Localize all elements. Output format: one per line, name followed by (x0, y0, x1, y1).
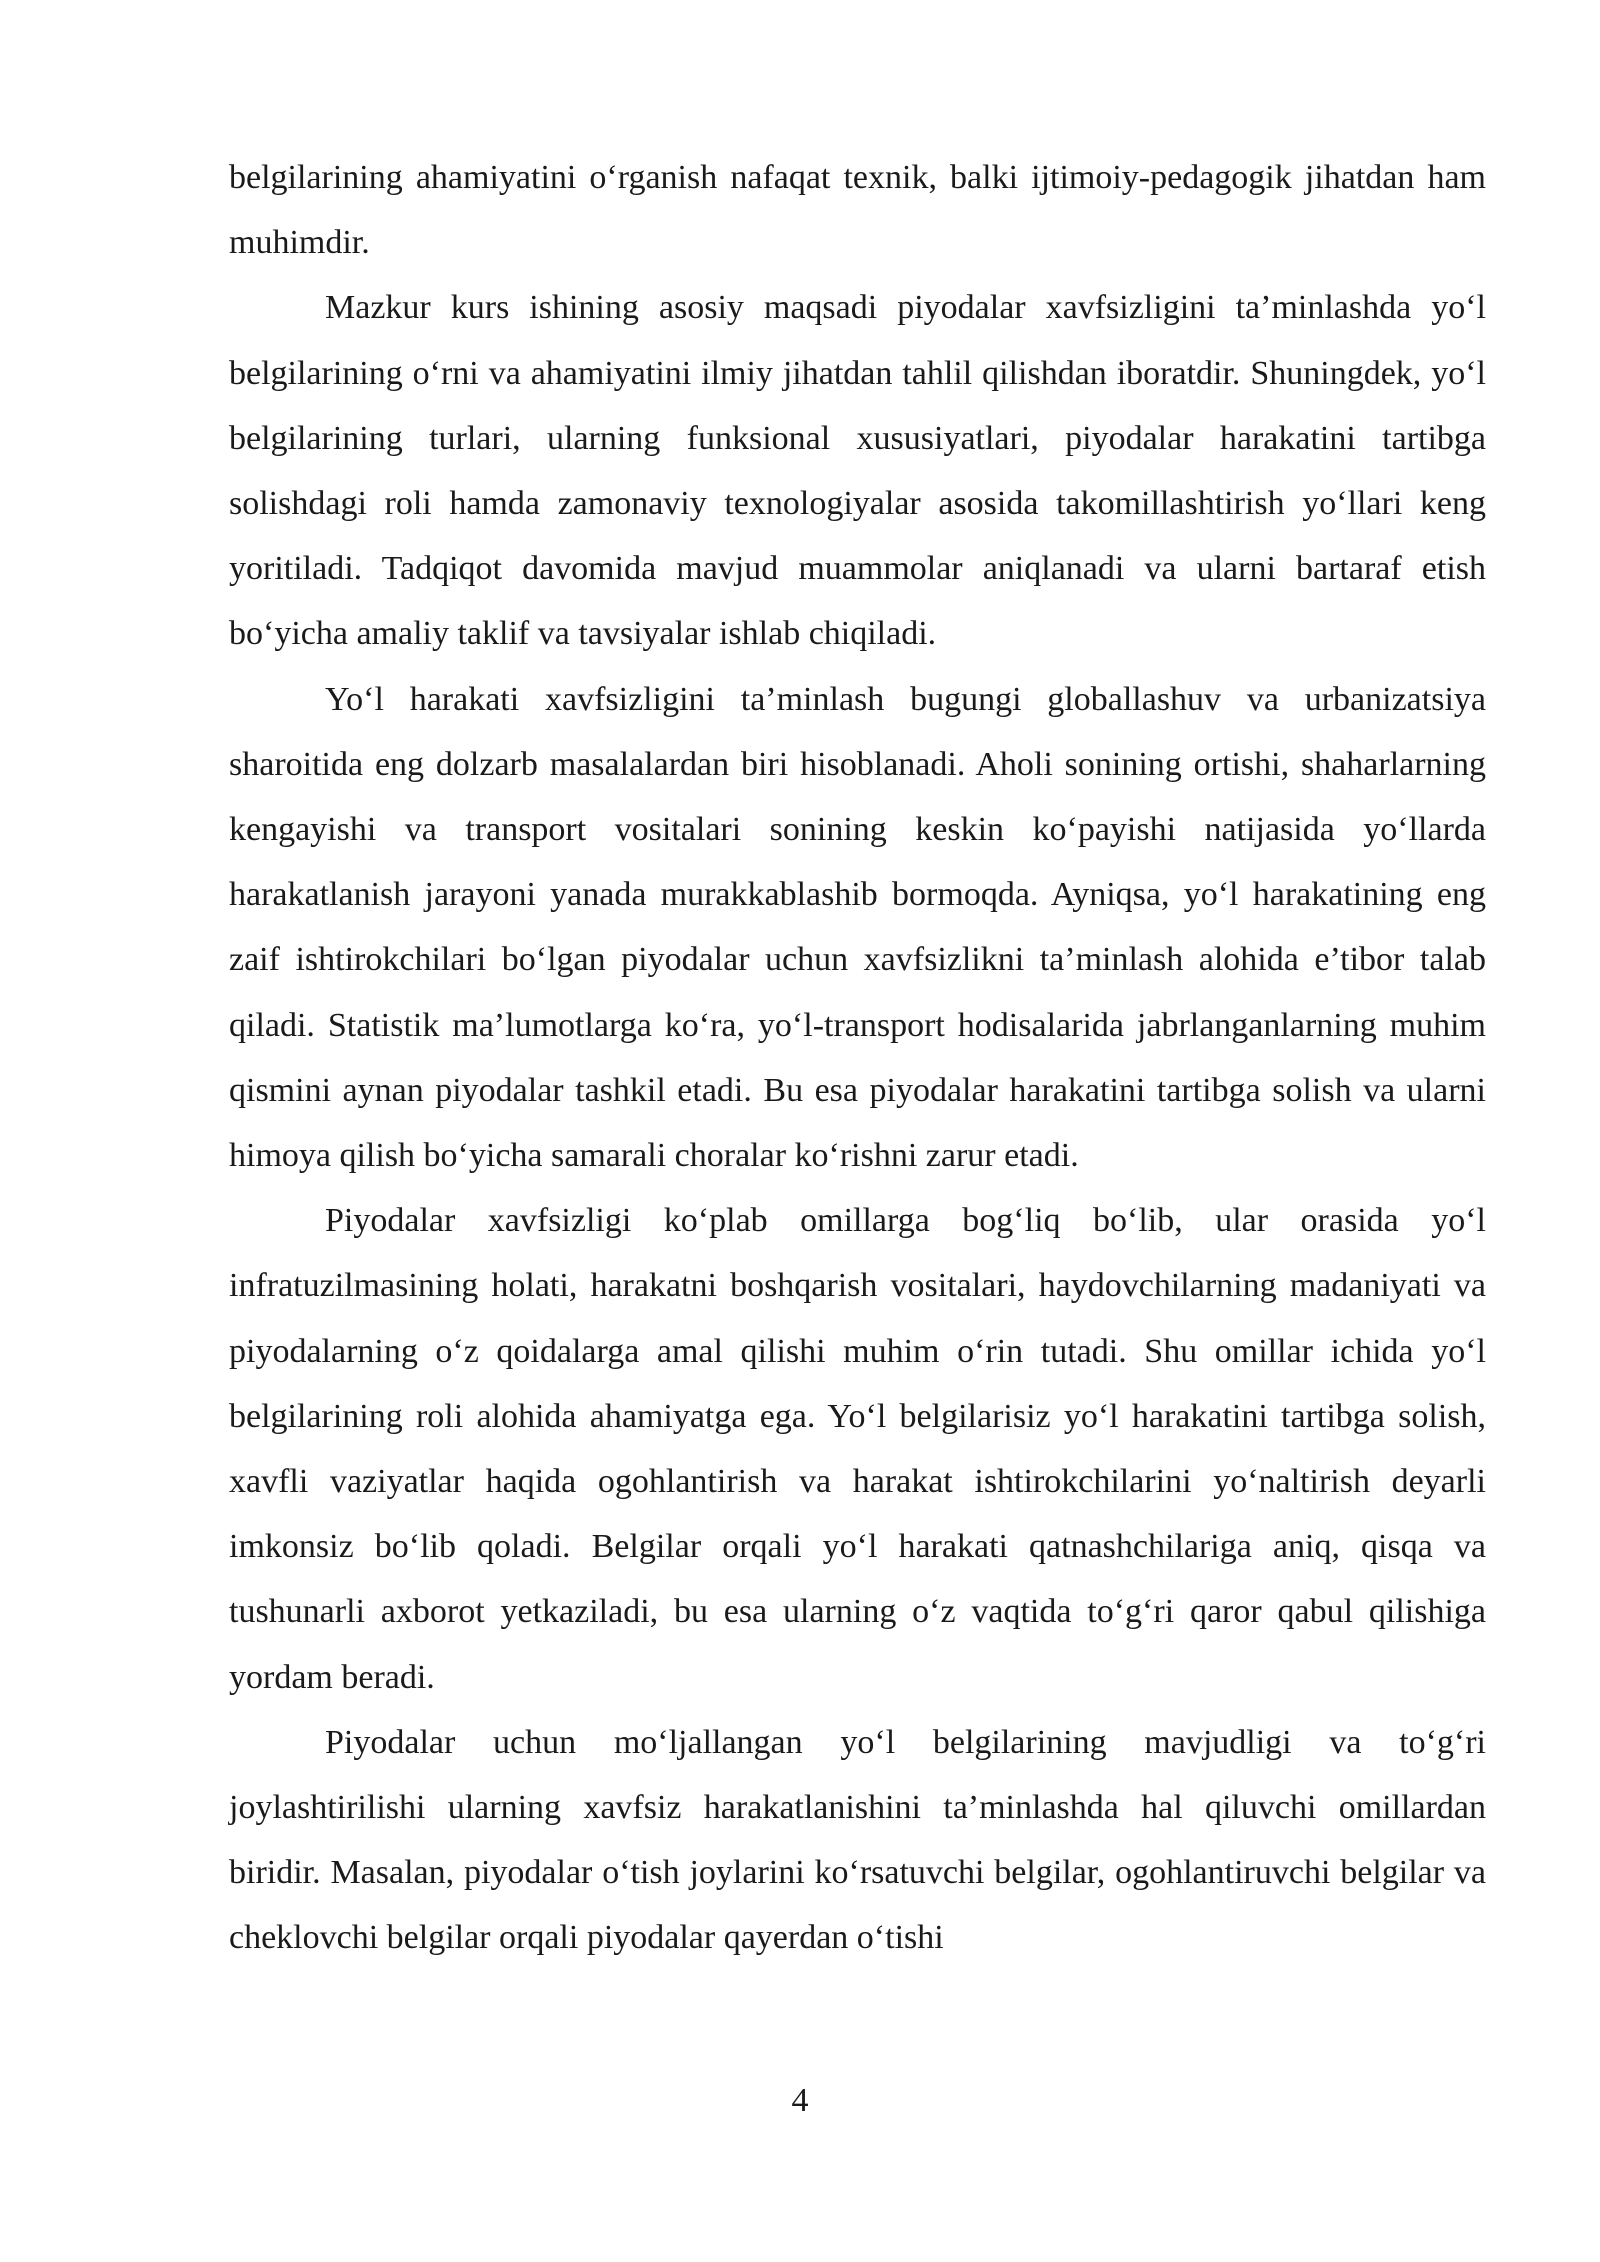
paragraph-road-safety: Yo‘l harakati xavfsizligini ta’minlash bugungi globallashuv va urbanizatsiya sharoitida eng dolzarb masalalardan biri hisoblanadi. Aholi sonining ortishi, shaharlarning kengayishi va transport vositalari sonining keskin ko‘payishi natijasida yo‘llarda harakatlanish jarayoni yanada murakkablashib bormoqda. Ayniqsa, yo‘l harakatining eng zaif ishtirokchilari bo‘lgan piyodalar uchun xavfsizlikni ta’minlash alohida e’tibor talab qiladi. Statistik ma’lumotlarga ko‘ra, yo‘l-transport hodisalarida jabrlanganlarning muhim qismini aynan piyodalar tashkil etadi. Bu esa piyodalar harakatini tartibga solish va ularni himoya qilish bo‘yicha samarali choralar ko‘rishni zarur etadi. (229, 680, 1486, 1175)
paragraph-continuation: belgilarining ahamiyatini o‘rganish nafaqat texnik, balki ijtimoiy-pedagogik jihatdan ham muhimdir. (229, 159, 1486, 262)
page-number: 4 (791, 2082, 809, 2119)
paragraph-pedestrian-signs: Piyodalar uchun mo‘ljallangan yo‘l belgilarining mavjudligi va to‘g‘ri joylashtirilishi ularning xavfsiz harakatlanishini ta’minlashda hal qiluvchi omillardan biridir. Masalan, piyodalar o‘tish joylarini ko‘rsatuvchi belgilar, ogohlantiruvchi belgilar va cheklovchi belgilar orqali piyodalar qayerdan o‘tishi (229, 1723, 1486, 1957)
body-text (229, 145, 1486, 1971)
paragraph-pedestrian-factors: Piyodalar xavfsizligi ko‘plab omillarga bog‘liq bo‘lib, ular orasida yo‘l infratuzilmasining holati, harakatni boshqarish vositalari, haydovchilarning madaniyati va piyodalarning o‘z qoidalarga amal qilishi muhim o‘rin tutadi. Shu omillar ichida yo‘l belgilarining roli alohida ahamiyatga ega. Yo‘l belgilarisiz yo‘l harakatini tartibga solish, xavfli vaziyatlar haqida ogohlantirish va harakat ishtirokchilarini yo‘naltirish deyarli imkonsiz bo‘lib qoladi. Belgilar orqali yo‘l harakati qatnashchilariga aniq, qisqa va tushunarli axborot yetkaziladi, bu esa ularning o‘z vaqtida to‘g‘ri qaror qabul qilishiga yordam beradi. (229, 1202, 1486, 1696)
paragraph-course-aim: Mazkur kurs ishining asosiy maqsadi piyodalar xavfsizligini ta’minlashda yo‘l belgilarining o‘rni va ahamiyatini ilmiy jihatdan tahlil qilishdan iboratdir. Shuningdek, yo‘l belgilarining turlari, ularning funksional xususiyatlari, piyodalar harakatini tartibga solishdagi roli hamda zamonaviy texnologiyalar asosida takomillashtirish yo‘llari keng yoritiladi. Tadqiqot davomida mavjud muammolar aniqlanadi va ularni bartaraf etish bo‘yicha amaliy taklif va tavsiyalar ishlab chiqiladi. (229, 289, 1486, 653)
